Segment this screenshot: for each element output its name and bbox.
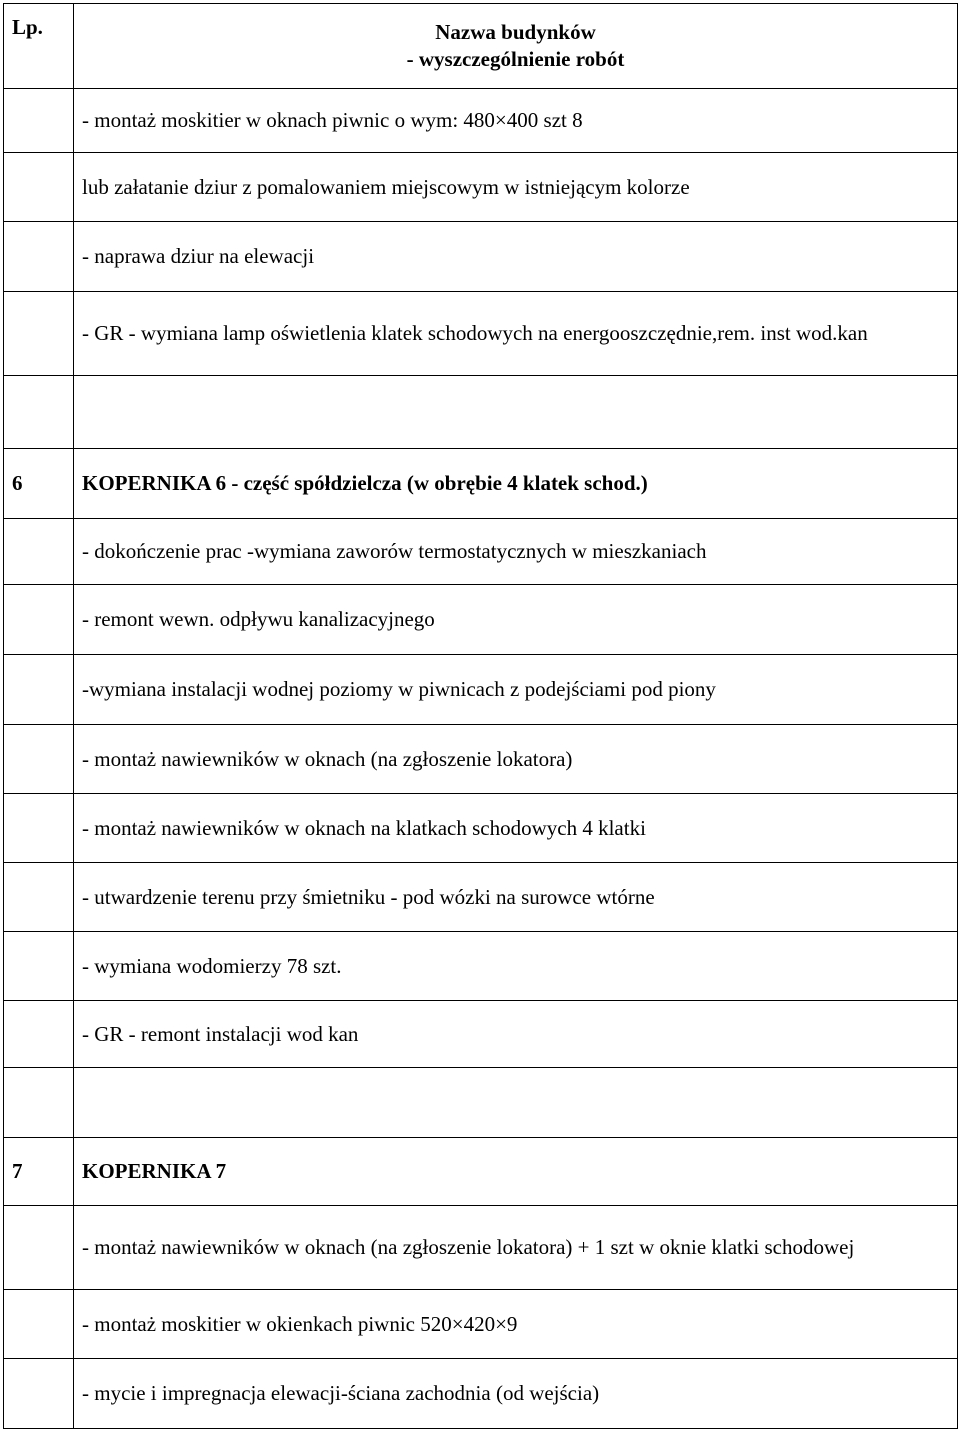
row-lp [4, 794, 74, 863]
row-lp [4, 222, 74, 292]
row-lp [4, 932, 74, 1001]
table-row [4, 863, 958, 932]
header-lp: Lp. [4, 4, 74, 89]
row-lp [4, 1001, 74, 1068]
table-row [4, 794, 958, 863]
works-table [3, 3, 958, 1429]
table-row [4, 1290, 958, 1359]
row-text: - mycie i impregnacja elewacji-ściana zachodnia (od wejścia) [74, 1359, 958, 1429]
row-text: - naprawa dziur na elewacji [74, 222, 958, 292]
row-text: - wymiana wodomierzy 78 szt. [74, 932, 958, 1001]
table-row [4, 292, 958, 376]
building-row [4, 449, 958, 519]
table-row [4, 222, 958, 292]
row-lp [4, 292, 74, 376]
table-row [4, 1001, 958, 1068]
row-text: - montaż moskitier w oknach piwnic o wym: 480×400 szt 8 [74, 89, 958, 153]
building-name: KOPERNIKA 6 - część spółdzielcza (w obrębie 4 klatek schod.) [74, 449, 958, 519]
row-text: - montaż nawiewników w oknach (na zgłoszenie lokatora) + 1 szt w oknie klatki schodowej [74, 1206, 958, 1290]
row-lp [4, 1359, 74, 1429]
row-text: - utwardzenie terenu przy śmietniku - pod wózki na surowce wtórne [74, 863, 958, 932]
row-lp [4, 153, 74, 222]
row-text: - montaż nawiewników w oknach (na zgłoszenie lokatora) [74, 725, 958, 794]
table-row-empty [4, 1068, 958, 1138]
header-name-line2: - wyszczególnienie robót [406, 47, 625, 71]
table-row [4, 585, 958, 655]
building-name: KOPERNIKA 7 [74, 1138, 958, 1206]
row-text: lub załatanie dziur z pomalowaniem miejscowym w istniejącym kolorze [74, 153, 958, 222]
row-lp [4, 1206, 74, 1290]
table-row [4, 89, 958, 153]
row-text: - montaż moskitier w okienkach piwnic 520×420×9 [74, 1290, 958, 1359]
header-name-line1: Nazwa budynków [435, 20, 596, 44]
row-lp [4, 655, 74, 725]
row-lp [4, 1290, 74, 1359]
table-row [4, 725, 958, 794]
row-text [74, 376, 958, 449]
row-lp [4, 89, 74, 153]
header-name [74, 4, 958, 89]
table-row [4, 153, 958, 222]
row-lp [4, 725, 74, 794]
table-row [4, 655, 958, 725]
row-lp [4, 585, 74, 655]
table-row [4, 519, 958, 585]
row-lp [4, 863, 74, 932]
row-text: - remont wewn. odpływu kanalizacyjnego [74, 585, 958, 655]
row-text: - montaż nawiewników w oknach na klatkach schodowych 4 klatki [74, 794, 958, 863]
row-text: - dokończenie prac -wymiana zaworów termostatycznych w mieszkaniach [74, 519, 958, 585]
row-text: - GR - remont instalacji wod kan [74, 1001, 958, 1068]
table-row-empty [4, 376, 958, 449]
row-lp [4, 376, 74, 449]
row-text: - GR - wymiana lamp oświetlenia klatek schodowych na energooszczędnie,rem. inst wod.kan [74, 292, 958, 376]
building-number: 6 [4, 449, 74, 519]
row-text: -wymiana instalacji wodnej poziomy w piwnicach z podejściami pod piony [74, 655, 958, 725]
table-row [4, 1359, 958, 1429]
header-row [4, 4, 958, 89]
building-number: 7 [4, 1138, 74, 1206]
row-lp [4, 1068, 74, 1138]
building-row [4, 1138, 958, 1206]
table-row [4, 932, 958, 1001]
row-text [74, 1068, 958, 1138]
row-lp [4, 519, 74, 585]
table-row [4, 1206, 958, 1290]
